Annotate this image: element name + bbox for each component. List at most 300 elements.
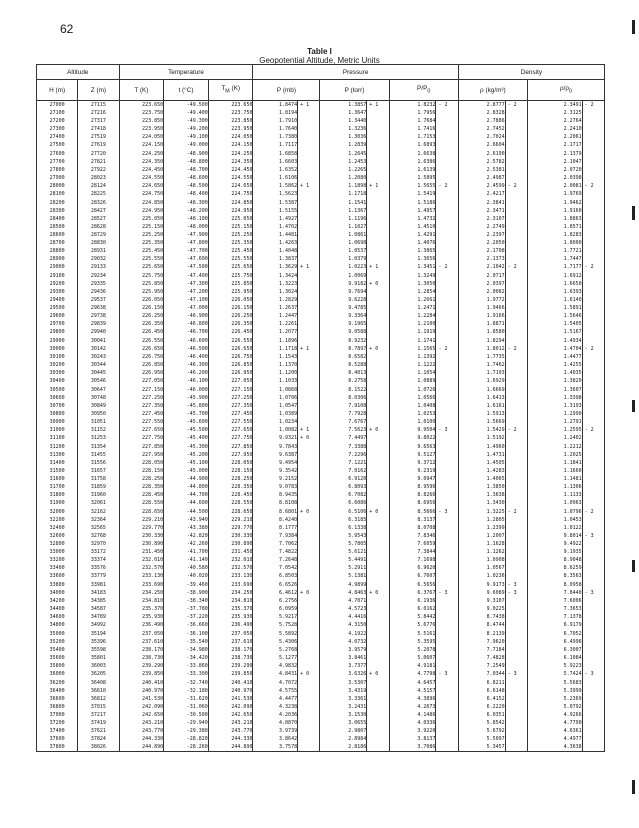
table-cell: 228.350: [208, 483, 253, 491]
table-row: [37, 182, 605, 191]
table-cell: 224.350: [119, 158, 164, 166]
table-cell: 1.2265: [320, 166, 367, 174]
table-cell: [298, 727, 320, 735]
table-cell: 1.2212: [527, 443, 582, 451]
table-cell: 31556: [78, 459, 119, 467]
table-cell: 34800: [37, 621, 78, 629]
table-cell: 227.250: [208, 394, 253, 402]
table-cell: [582, 434, 604, 442]
table-cell: 225.850: [119, 280, 164, 288]
table-cell: + 1: [298, 263, 320, 272]
table-cell: 4.5723: [320, 605, 367, 613]
table-cell: 5.7805: [320, 540, 367, 548]
table-cell: -38.900: [164, 589, 209, 598]
table-cell: [505, 735, 527, 743]
table-cell: 1.2402: [527, 434, 582, 442]
table-cell: -44.500: [164, 507, 209, 516]
table-cell: 223.750: [208, 109, 253, 117]
table-cell: [582, 402, 604, 410]
table-cell: 4.7790: [527, 719, 582, 727]
table-cell: [505, 369, 527, 377]
table-cell: 228.450: [208, 491, 253, 499]
table-cell: 227.050: [119, 377, 164, 385]
table-cell: 3.2431: [320, 703, 367, 711]
col-rho: ρ (kg/m³): [458, 80, 527, 101]
table-cell: 6.6526: [253, 581, 298, 589]
table-cell: 7.7062: [253, 540, 298, 548]
table-cell: [436, 735, 458, 743]
margin-mark: [632, 560, 635, 572]
table-cell: 1.4505: [458, 459, 505, 467]
table-cell: [298, 459, 320, 467]
table-cell: 1.4510: [389, 223, 436, 231]
table-cell: 7.3388: [320, 443, 367, 451]
table-cell: 226.650: [208, 345, 253, 354]
table-cell: 8.9232: [320, 337, 367, 345]
table-cell: [505, 394, 527, 402]
table-cell: [298, 296, 320, 304]
table-cell: - 2: [505, 101, 527, 110]
table-cell: [298, 207, 320, 215]
table-cell: [298, 174, 320, 182]
table-row: [37, 532, 605, 540]
table-cell: 237.050: [208, 630, 253, 638]
table-cell: 8.9048: [527, 556, 582, 564]
table-cell: [298, 328, 320, 336]
table-cell: [505, 207, 527, 215]
table-row: [37, 451, 605, 459]
table-cell: - 3: [582, 589, 604, 598]
table-cell: [367, 353, 389, 361]
margin-mark: [632, 206, 635, 220]
table-cell: 5.5097: [458, 735, 505, 743]
table-cell: 28023: [78, 174, 119, 182]
table-cell: [582, 150, 604, 158]
table-cell: 1.5155: [253, 207, 298, 215]
table-cell: -33.300: [164, 670, 209, 679]
table-cell: - 2: [436, 345, 458, 354]
table-row: [37, 386, 605, 394]
table-cell: 9.2319: [389, 467, 436, 475]
table-cell: 226.250: [208, 312, 253, 320]
table-cell: 6.8503: [253, 572, 298, 580]
table-cell: 226.250: [119, 312, 164, 320]
table-cell: [505, 166, 527, 174]
table-cell: 30700: [37, 402, 78, 410]
table-cell: 31200: [37, 443, 78, 451]
table-cell: 223.650: [119, 101, 164, 110]
table-cell: 231.450: [119, 548, 164, 556]
table-row: [37, 239, 605, 247]
table-cell: 35801: [78, 654, 119, 662]
table-cell: 1.7721: [527, 247, 582, 255]
table-cell: 1.5891: [527, 304, 582, 312]
table-cell: [505, 597, 527, 605]
table-cell: 8.5288: [320, 361, 367, 369]
table-cell: 30950: [78, 410, 119, 418]
table-cell: [582, 280, 604, 288]
table-cell: -45.200: [164, 451, 209, 459]
table-cell: 1.1660: [527, 467, 582, 475]
table-cell: 1.4731: [458, 451, 505, 459]
table-cell: [436, 223, 458, 231]
table-cell: 1.3607: [527, 386, 582, 394]
table-cell: 8.5666: [389, 507, 436, 516]
table-cell: [436, 703, 458, 711]
table-cell: 1.2637: [253, 304, 298, 312]
table-cell: [367, 239, 389, 247]
table-cell: 227.150: [208, 386, 253, 394]
table-cell: -37.780: [164, 605, 209, 613]
table-row: [37, 345, 605, 354]
table-cell: 1.6638: [389, 150, 436, 158]
table-cell: 225.150: [208, 223, 253, 231]
table-cell: 33576: [78, 564, 119, 572]
table-cell: [505, 434, 527, 442]
table-cell: [582, 199, 604, 207]
table-cell: [367, 613, 389, 621]
table-cell: 28830: [78, 239, 119, 247]
table-cell: [582, 312, 604, 320]
table-cell: -39.460: [164, 581, 209, 589]
table-cell: 7.7928: [320, 410, 367, 418]
table-cell: [367, 727, 389, 735]
table-cell: [582, 410, 604, 418]
table-cell: + 0: [367, 345, 389, 354]
table-cell: [298, 125, 320, 133]
table-cell: 1.6413: [458, 394, 505, 402]
table-cell: 32162: [78, 507, 119, 516]
table-cell: [436, 654, 458, 662]
table-cell: 1.2261: [253, 320, 298, 328]
table-cell: 34385: [78, 597, 119, 605]
table-cell: 4.4977: [527, 735, 582, 743]
table-cell: - 3: [505, 670, 527, 679]
table-cell: 9.4785: [320, 304, 367, 312]
margin-mark: [632, 400, 635, 412]
table-cell: [298, 239, 320, 247]
table-cell: -49.400: [164, 109, 209, 117]
table-cell: [436, 255, 458, 263]
table-row: [37, 727, 605, 735]
table-cell: 233.690: [119, 581, 164, 589]
table-cell: [367, 735, 389, 743]
table-cell: 29200: [37, 280, 78, 288]
table-cell: [298, 621, 320, 629]
table-cell: 1.1133: [527, 491, 582, 499]
table-cell: 1.2080: [320, 174, 367, 182]
table-cell: [582, 296, 604, 304]
table-cell: 6.5656: [389, 581, 436, 589]
table-cell: 223.750: [119, 109, 164, 117]
table-cell: [298, 516, 320, 524]
table-cell: 1.5429: [458, 426, 505, 435]
table-cell: 6.3007: [527, 646, 582, 654]
table-cell: [436, 320, 458, 328]
table-cell: 34789: [78, 613, 119, 621]
table-cell: 1.1718: [253, 345, 298, 354]
table-cell: 226.050: [208, 296, 253, 304]
table-cell: 224.250: [208, 150, 253, 158]
col-pp0-sub: 0: [427, 88, 431, 95]
table-cell: [582, 320, 604, 328]
table-cell: 1.2077: [253, 328, 298, 336]
table-cell: 1.2447: [253, 312, 298, 320]
table-cell: [582, 491, 604, 499]
table-cell: -36.100: [164, 630, 209, 638]
table-cell: 29700: [37, 320, 78, 328]
table-cell: [582, 597, 604, 605]
table-cell: 243.770: [208, 727, 253, 735]
table-cell: [582, 215, 604, 223]
table-cell: 8.1777: [253, 524, 298, 532]
table-cell: 5.2078: [389, 646, 436, 654]
table-cell: [582, 255, 604, 263]
table-cell: 9.2152: [253, 475, 298, 483]
table-cell: 226.350: [119, 320, 164, 328]
table-cell: 6.7607: [389, 572, 436, 580]
table-cell: [582, 459, 604, 467]
table-cell: [367, 638, 389, 646]
table-cell: [367, 434, 389, 442]
table-cell: 4.7072: [253, 679, 298, 687]
table-cell: 242.090: [208, 703, 253, 711]
group-altitude: Altitude: [37, 65, 120, 80]
table-cell: 28326: [78, 199, 119, 207]
table-cell: 227.350: [208, 402, 253, 410]
table-cell: [505, 288, 527, 296]
table-cell: 241.530: [208, 695, 253, 703]
table-cell: [367, 125, 389, 133]
table-cell: 228.650: [119, 507, 164, 516]
table-cell: 1.5167: [527, 328, 582, 336]
table-cell: 29100: [37, 272, 78, 280]
table-cell: [436, 133, 458, 141]
table-cell: 1.3225: [458, 507, 505, 516]
table-row: [37, 491, 605, 499]
table-cell: 6.5106: [320, 507, 367, 516]
table-cell: 8.6956: [389, 499, 436, 507]
table-cell: 37015: [78, 703, 119, 711]
table-cell: 28628: [78, 223, 119, 231]
table-cell: 31960: [78, 491, 119, 499]
table-cell: -47.900: [164, 231, 209, 239]
table-cell: 1.6386: [389, 158, 436, 166]
table-cell: 1.4255: [527, 361, 582, 369]
table-cell: 31600: [37, 475, 78, 483]
table-cell: 223.850: [119, 117, 164, 125]
table-cell: [505, 443, 527, 451]
table-cell: [298, 564, 320, 572]
table-cell: [505, 158, 527, 166]
table-cell: 7.6767: [320, 418, 367, 426]
table-cell: 235.930: [119, 613, 164, 621]
table-cell: [367, 443, 389, 451]
table-cell: [505, 459, 527, 467]
table-cell: - 3: [436, 670, 458, 679]
table-cell: [367, 605, 389, 613]
table-cell: -28.260: [164, 743, 209, 752]
table-cell: 224.150: [119, 141, 164, 149]
table-cell: 31900: [37, 499, 78, 507]
table-cell: 224.450: [208, 166, 253, 174]
table-row: [37, 272, 605, 280]
table-cell: 237.610: [119, 638, 164, 646]
table-cell: [505, 386, 527, 394]
table-cell: 2.4599: [458, 182, 505, 191]
table-cell: -47.000: [164, 304, 209, 312]
table-cell: 28124: [78, 182, 119, 191]
table-cell: 29537: [78, 296, 119, 304]
table-cell: 34992: [78, 621, 119, 629]
table-cell: 228.550: [208, 499, 253, 507]
table-cell: [582, 556, 604, 564]
table-cell: [436, 386, 458, 394]
table-cell: 30546: [78, 377, 119, 385]
table-cell: 1.3656: [389, 255, 436, 263]
table-cell: 6.9120: [320, 475, 367, 483]
table-cell: [367, 255, 389, 263]
table-cell: 1.0253: [389, 410, 436, 418]
table-cell: -48.100: [164, 215, 209, 223]
table-cell: 2.4987: [458, 174, 505, 182]
table-cell: 225.650: [119, 263, 164, 272]
table-cell: [505, 402, 527, 410]
table-cell: - 3: [505, 581, 527, 589]
table-cell: 1.1200: [253, 369, 298, 377]
table-cell: [505, 150, 527, 158]
table-cell: - 3: [436, 507, 458, 516]
table-cell: 33779: [78, 572, 119, 580]
table-cell: -45.900: [164, 394, 209, 402]
table-cell: 226.450: [119, 328, 164, 336]
table-cell: 4.9181: [389, 662, 436, 670]
table-cell: 223.850: [208, 117, 253, 125]
table-cell: + 0: [298, 434, 320, 442]
table-cell: [582, 475, 604, 483]
table-cell: 225.450: [119, 247, 164, 255]
table-cell: 1.0122: [527, 524, 582, 532]
table-cell: 5.9543: [320, 532, 367, 540]
table-cell: 4.2036: [253, 711, 298, 719]
table-cell: [436, 231, 458, 239]
table-cell: -45.700: [164, 410, 209, 418]
table-cell: 5.2911: [320, 564, 367, 572]
table-cell: 27619: [78, 141, 119, 149]
table-cell: [436, 630, 458, 638]
table-cell: 1.6912: [527, 272, 582, 280]
col-rr0-base: ρ/ρ: [559, 85, 570, 93]
table-cell: [505, 247, 527, 255]
table-cell: 1.1628: [458, 540, 505, 548]
table-cell: [505, 410, 527, 418]
table-cell: -45.400: [164, 434, 209, 442]
table-cell: [367, 304, 389, 312]
table-cell: [505, 630, 527, 638]
table-cell: [436, 451, 458, 459]
table-cell: 9.3712: [389, 459, 436, 467]
table-cell: 37419: [78, 719, 119, 727]
table-cell: -40.580: [164, 564, 209, 572]
table-cell: [367, 215, 389, 223]
table-cell: 6.6086: [320, 499, 367, 507]
table-cell: -47.600: [164, 255, 209, 263]
table-cell: 9.7843: [253, 443, 298, 451]
table-cell: 28600: [37, 231, 78, 239]
table-row: [37, 312, 605, 320]
table-cell: 224.150: [208, 141, 253, 149]
table-cell: [436, 711, 458, 719]
table-cell: 1.0566: [389, 394, 436, 402]
table-cell: 1.5387: [253, 199, 298, 207]
table-cell: 1.2854: [389, 288, 436, 296]
table-cell: 1.0868: [253, 386, 298, 394]
table-cell: 236.490: [208, 621, 253, 629]
table-cell: 4.3638: [527, 743, 582, 752]
table-cell: -46.300: [164, 361, 209, 369]
table-cell: [298, 695, 320, 703]
table-cell: 3.8642: [253, 735, 298, 743]
table-cell: 2.8777: [458, 101, 505, 110]
table-cell: 2.7886: [458, 117, 505, 125]
table-cell: 32600: [37, 532, 78, 540]
table-cell: 28100: [37, 190, 78, 198]
table-cell: [582, 646, 604, 654]
table-cell: 31400: [37, 459, 78, 467]
table-cell: 1.3036: [320, 133, 367, 141]
table-cell: [436, 679, 458, 687]
table-cell: [298, 605, 320, 613]
table-cell: [298, 467, 320, 475]
table-cell: [298, 150, 320, 158]
table-cell: 225.150: [119, 223, 164, 231]
table-cell: [582, 377, 604, 385]
table-cell: 225.850: [208, 280, 253, 288]
table-cell: -48.300: [164, 199, 209, 207]
table-cell: [436, 141, 458, 149]
table-cell: 31455: [78, 451, 119, 459]
table-cell: 27922: [78, 166, 119, 174]
table-row: [37, 605, 605, 613]
table-cell: 30142: [78, 345, 119, 354]
table-cell: 1.4035: [527, 369, 582, 377]
table-cell: 227.950: [208, 451, 253, 459]
table-cell: -35.540: [164, 638, 209, 646]
table-cell: 1.6161: [458, 402, 505, 410]
table-cell: 8.6801: [253, 507, 298, 516]
table-cell: [505, 621, 527, 629]
table-cell: 4.2673: [389, 703, 436, 711]
table-cell: 33400: [37, 564, 78, 572]
table-cell: 8.1522: [320, 386, 367, 394]
table-row: [37, 117, 605, 125]
table-cell: 1.0069: [320, 272, 367, 280]
table-cell: 2.5381: [458, 166, 505, 174]
table-cell: [367, 483, 389, 491]
table-cell: 7.1221: [320, 459, 367, 467]
table-cell: [582, 190, 604, 198]
table-cell: -43.940: [164, 516, 209, 524]
table-cell: 9.6228: [320, 296, 367, 304]
table-cell: 2.1717: [527, 141, 582, 149]
table-cell: 7.6059: [389, 540, 436, 548]
table-cell: [505, 215, 527, 223]
table-cell: [582, 337, 604, 345]
table-cell: 223.650: [208, 101, 253, 110]
table-cell: 244.330: [208, 735, 253, 743]
table-cell: 1.0453: [527, 516, 582, 524]
table-cell: 27115: [78, 101, 119, 110]
